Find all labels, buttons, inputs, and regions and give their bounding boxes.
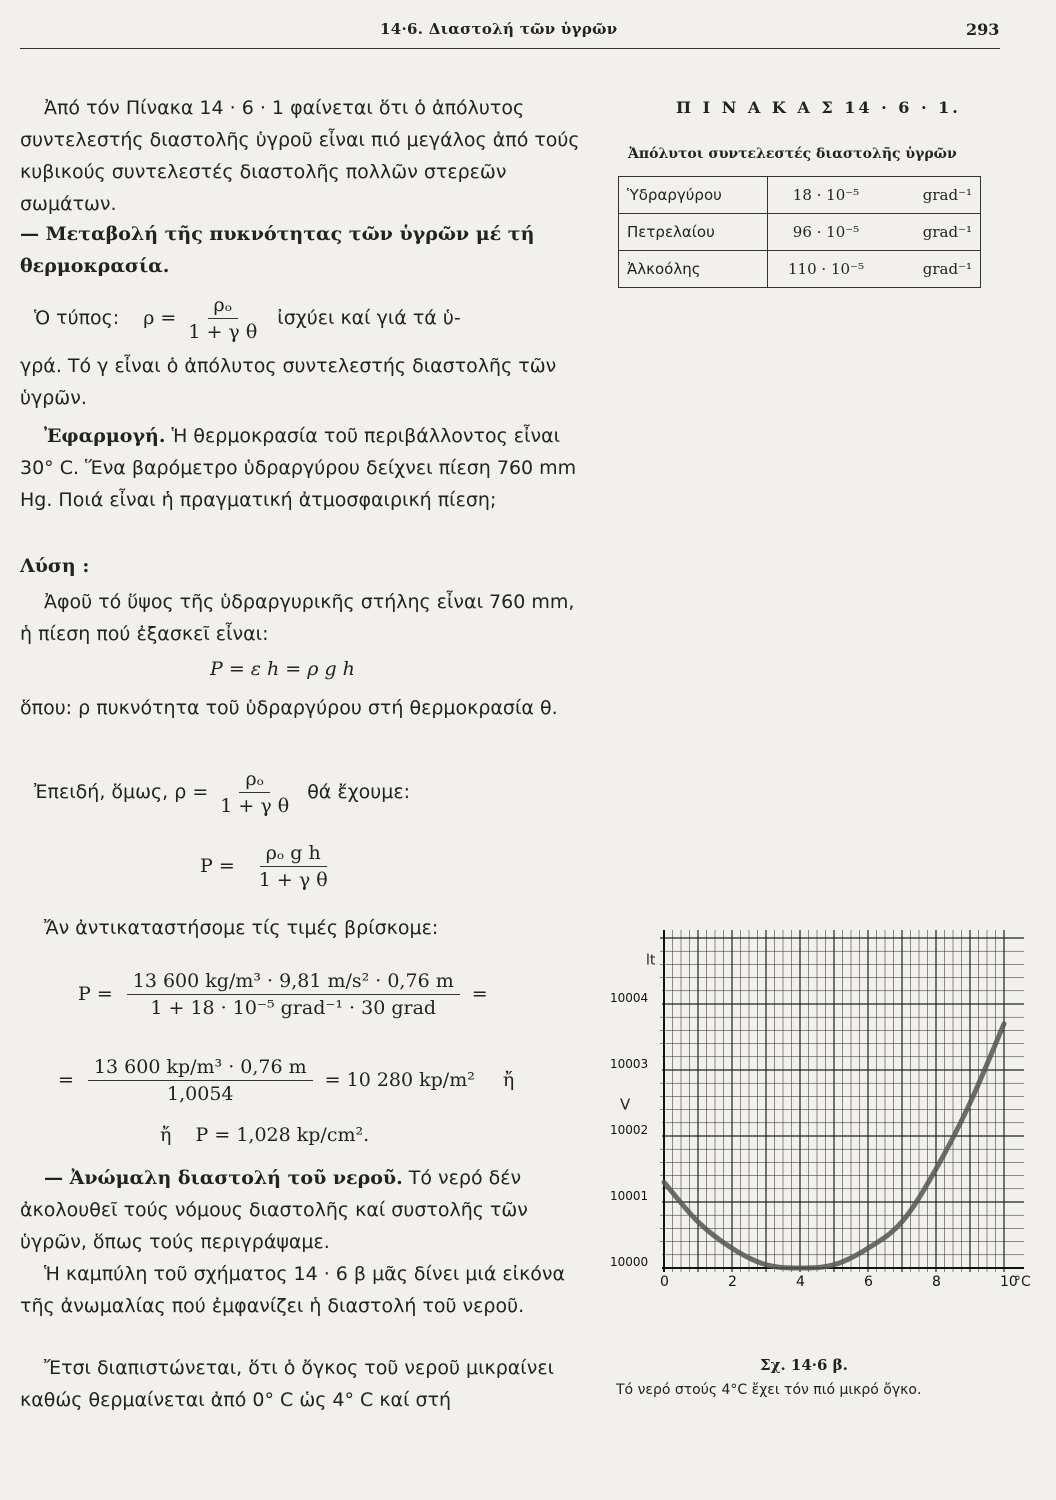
application-text: Ἡ θερμοκρασία τοῦ περιβάλλοντος εἶναι 30° C. Ἕνα βαρόμετρο ὑδραργύρου δείχνει πίεση 760 mm Hg. Ποιά εἶναι ἡ πραγματική ἀτμοσφαιρική πίεση; (20, 425, 577, 511)
formula-calc2-tail: ἤ (502, 1069, 515, 1091)
formula-p (200, 834, 340, 898)
formula-since-tail: θά ἔχουμε: (307, 781, 410, 803)
table-title: Π Ι Ν Α Κ Α Σ 14 · 6 · 1. (676, 98, 961, 117)
formula-calc-numerator: 13 600 kg/m³ · 9,81 m/s² · 0,76 m (127, 970, 460, 995)
anomaly-text: Τό νερό δέν ἀκολουθεῖ τούς νόμους διαστολῆς καί συστολῆς τῶν ὑγρῶν, ὅπως τούς περιγράψαμε. (20, 1167, 528, 1253)
section-heading-anomaly: — Ἀνώμαλη διαστολή τοῦ νεροῦ. (44, 1167, 403, 1189)
equation-pressure: P = ε h = ρ g h (210, 658, 355, 680)
formula-density-tail: ἰσχύει καί γιά τά ὑ- (277, 307, 461, 329)
table-cell-value: 96 · 10⁻⁵ (768, 214, 885, 251)
chart-x-unit-label: °C (1014, 1274, 1031, 1290)
paragraph-substitute: Ἄν ἀντικαταστήσομε τίς τιμές βρίσκομε: (44, 917, 439, 939)
table-row (619, 177, 981, 214)
formula-p-denominator: 1 + γ θ (258, 868, 328, 891)
application-label: Ἐφαρμογή. (44, 425, 166, 447)
formula-density-denominator: 1 + γ θ (188, 320, 258, 343)
y-tick-label: 10003 (610, 1057, 649, 1071)
formula-density (20, 288, 590, 348)
formula-since-lead: Ἐπειδή, ὅμως, ρ = (34, 781, 209, 803)
formula-result: ἤ P = 1,028 kp/cm². (160, 1124, 370, 1146)
coefficients-table (618, 176, 981, 288)
table-cell-value: 110 · 10⁻⁵ (768, 251, 885, 288)
y-tick-label: 10002 (610, 1123, 649, 1137)
table-cell-value: 18 · 10⁻⁵ (768, 177, 885, 214)
paragraph-intro: Ἀπό τόν Πίνακα 14 · 6 · 1 φαίνεται ὅτι ὁ ἀπόλυτος συντελεστής διαστολῆς ὑγροῦ εἶναι πιό μεγάλος ἀπό τούς κυβικούς συντελεστές διαστολῆς πολλῶν στερεῶν σωμάτων. (20, 97, 580, 215)
formula-calc2-denominator: 1,0054 (167, 1082, 234, 1105)
x-tick-label: 10 (1000, 1274, 1018, 1290)
x-tick-label: 8 (932, 1274, 941, 1290)
formula-calc2 (58, 1048, 514, 1112)
formula-since (20, 762, 590, 822)
table-cell-unit: grad⁻¹ (884, 177, 981, 214)
figure-caption: Τό νερό στούς 4°C ἔχει τόν πιό μικρό ὄγκο. (616, 1382, 922, 1398)
formula-since-fraction (214, 768, 295, 817)
formula-density-lead: Ὁ τύπος: (34, 307, 120, 329)
chart-y-axis-label: V (620, 1095, 631, 1114)
solution-heading (20, 550, 590, 582)
figure-title: Σχ. 14·6 β. (760, 1356, 848, 1374)
table-cell-liquid: Ὑδραργύρου (619, 177, 768, 214)
chart-y-unit-label: lt (646, 952, 656, 969)
formula-since-denominator: 1 + γ θ (220, 794, 290, 817)
formula-calc (78, 962, 488, 1026)
formula-calc-lhs: P = (78, 983, 113, 1005)
formula-p-numerator: ρₒ g h (260, 842, 327, 867)
x-tick-label: 4 (796, 1274, 805, 1290)
formula-calc2-numerator: 13 600 kp/m³ · 0,76 m (88, 1056, 313, 1081)
y-tick-label: 10004 (610, 991, 649, 1005)
table-cell-liquid: Πετρελαίου (619, 214, 768, 251)
paragraph-where: ὅπου: ρ πυκνότητα τοῦ ὑδραργύρου στή θερμοκρασία θ. (20, 697, 558, 719)
formula-calc2-fraction (88, 1056, 313, 1105)
water-volume-chart (606, 928, 1036, 1308)
paragraph-anomaly (20, 1162, 590, 1258)
x-tick-label: 0 (660, 1274, 669, 1290)
x-tick-label: 2 (728, 1274, 737, 1290)
formula-calc-denominator: 1 + 18 · 10⁻⁵ grad⁻¹ · 30 grad (150, 996, 437, 1019)
table-row (619, 251, 981, 288)
paragraph-application (20, 420, 590, 516)
running-header: 14·6. Διαστολή τῶν ὑγρῶν (380, 20, 618, 38)
formula-calc-equals: = (471, 983, 488, 1005)
page-number: 293 (966, 20, 1000, 39)
chart-tick-labels (608, 990, 1018, 1290)
x-tick-label: 6 (864, 1274, 873, 1290)
paragraph-curve: Ἡ καμπύλη τοῦ σχήματος 14 · 6 β μᾶς δίνει μιά εἰκόνα τῆς ἀνωμαλίας πού ἐμφανίζει ἡ διαστολή τοῦ νεροῦ. (20, 1263, 566, 1317)
section-heading-density-text: — Μεταβολή τῆς πυκνότητας τῶν ὑγρῶν μέ τή θερμοκρασία. (20, 223, 535, 277)
y-tick-label: 10001 (610, 1189, 649, 1203)
paragraph-conclusion: Ἔτσι διαπιστώνεται, ὅτι ὁ ὄγκος τοῦ νεροῦ μικραίνει καθώς θερμαίνεται ἀπό 0° C ὡς 4° C καί στή (20, 1357, 555, 1411)
table-cell-unit: grad⁻¹ (884, 251, 981, 288)
formula-p-fraction (253, 842, 334, 891)
formula-calc-fraction (127, 970, 460, 1019)
formula-calc2-result: = 10 280 kp/m² (324, 1069, 475, 1091)
table-cell-liquid: Ἀλκοόλης (619, 251, 768, 288)
formula-calc2-lead: = (58, 1069, 74, 1091)
formula-density-numerator: ρₒ (208, 294, 239, 319)
solution-label: Λύση : (20, 555, 90, 577)
y-tick-label: 10000 (610, 1255, 649, 1269)
section-heading-density (20, 218, 590, 282)
formula-density-lhs: ρ = (143, 307, 177, 329)
header-rule (20, 48, 1000, 49)
formula-density-fraction (182, 294, 263, 343)
paragraph-gamma: γρά. Τό γ εἶναι ὁ ἀπόλυτος συντελεστής διαστολῆς τῶν ὑγρῶν. (20, 355, 557, 409)
table-cell-unit: grad⁻¹ (884, 214, 981, 251)
paragraph-height: Ἀφοῦ τό ὕψος τῆς ὑδραργυρικῆς στήλης εἶναι 760 mm, ἡ πίεση πού ἐξασκεῖ εἶναι: (20, 591, 575, 645)
table-subtitle: Ἀπόλυτοι συντελεστές διαστολῆς ὑγρῶν (628, 146, 957, 162)
table-row (619, 214, 981, 251)
formula-since-numerator: ρₒ (239, 768, 270, 793)
formula-p-lhs: P = (200, 855, 235, 877)
